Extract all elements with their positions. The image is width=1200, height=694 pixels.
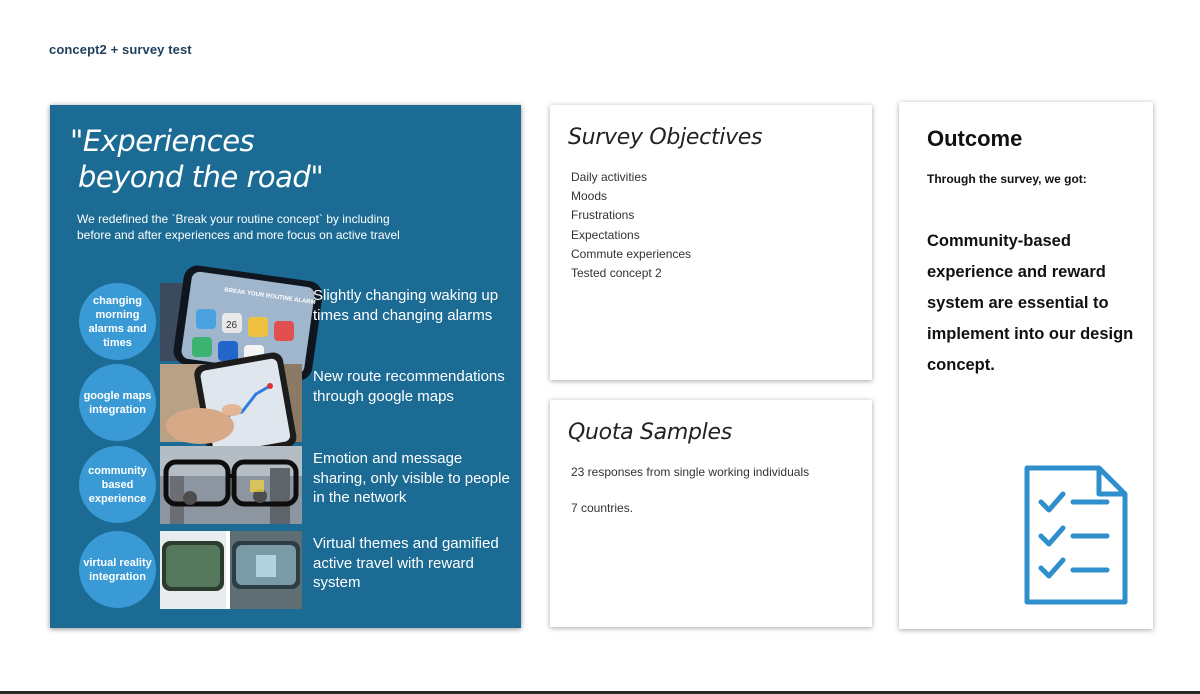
vr-glasses-image — [160, 531, 302, 609]
list-item: Expectations — [571, 227, 640, 242]
quota-countries: 7 countries. — [571, 501, 634, 515]
survey-objectives-card — [550, 105, 872, 380]
quota-responses: 23 responses from single working individuals — [571, 465, 810, 479]
headline-line-1: "Experiences — [70, 124, 255, 158]
feature-row — [79, 446, 509, 524]
objectives-list — [571, 168, 691, 283]
svg-text:26: 26 — [226, 320, 238, 331]
concept-headline — [70, 123, 323, 195]
list-item: Moods — [571, 189, 608, 204]
list-item: Daily activities — [571, 170, 648, 184]
phone-maps-image — [160, 364, 302, 442]
feature-text: Emotion and message sharing, only visible to people in the network — [313, 450, 510, 506]
survey-objectives-title: Survey Objectives — [568, 125, 763, 150]
list-item: Frustrations — [571, 208, 635, 223]
quota-samples-title: Quota Samples — [568, 420, 732, 445]
outcome-title: Outcome — [927, 126, 1023, 151]
page-label: concept2 + survey test — [49, 42, 192, 57]
feature-bubble: changing morning alarms and times — [79, 283, 156, 360]
feature-text: Virtual themes and gamified active travel with reward system — [313, 535, 499, 591]
feature-bubble: google maps integration — [79, 364, 156, 441]
outcome-subtitle: Through the survey, we got: — [927, 172, 1087, 186]
ar-glasses-image — [160, 446, 302, 524]
concept-intro: We redefined the `Break your routine concept` by including before and after experiences and more focus on active travel — [77, 212, 400, 242]
outcome-body: Community-based experience and reward system are essential to implement into our design concept. — [927, 232, 1134, 374]
checklist-document-icon — [1023, 464, 1129, 606]
svg-text:BREAK YOUR ROUTINE ALARM: BREAK YOUR ROUTINE ALARM — [223, 287, 316, 307]
list-item: Tested concept 2 — [571, 266, 662, 281]
phone-alarm-image — [160, 283, 316, 361]
headline-line-2: beyond the road" — [78, 160, 324, 194]
feature-bubble: community based experience — [79, 446, 156, 523]
feature-row — [79, 283, 509, 361]
list-item: Commute experiences — [571, 246, 692, 261]
feature-row — [79, 364, 509, 442]
feature-text: New route recommendations through google maps — [313, 368, 505, 405]
outcome-card — [899, 102, 1153, 629]
concept-panel — [50, 105, 521, 628]
quota-samples-card — [550, 400, 872, 627]
feature-bubble: virtual reality integration — [79, 531, 156, 608]
feature-text: Slightly changing waking up times and changing alarms — [313, 287, 499, 324]
feature-row — [79, 531, 509, 609]
